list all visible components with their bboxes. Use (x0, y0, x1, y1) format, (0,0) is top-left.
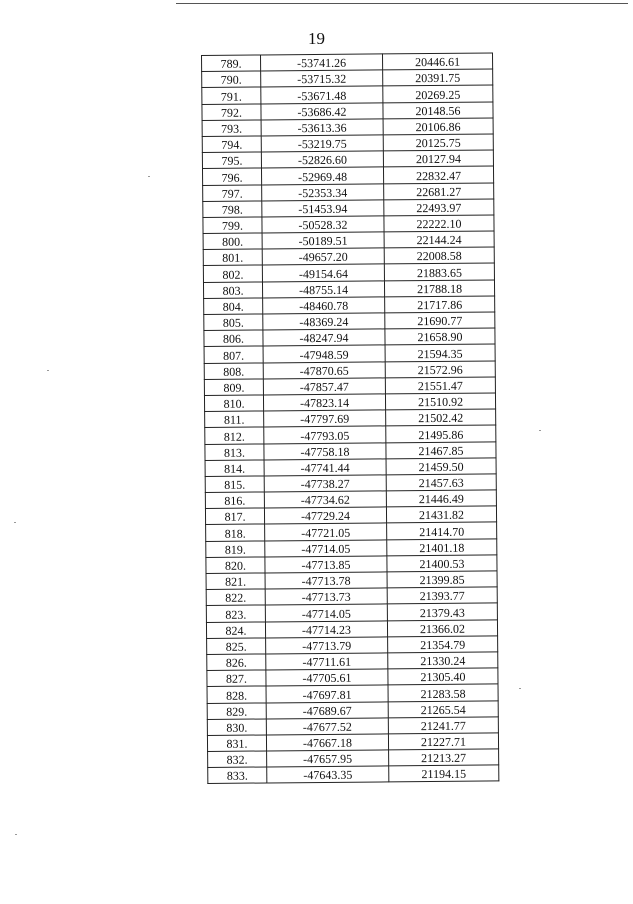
y-coordinate-cell: 21717.86 (385, 296, 495, 313)
y-coordinate-cell: 21194.15 (389, 765, 499, 782)
x-coordinate-cell: -47705.61 (266, 669, 388, 686)
y-coordinate-cell: 21265.54 (388, 700, 498, 717)
table-row (204, 377, 495, 396)
table-row (208, 749, 499, 768)
x-coordinate-cell: -47857.47 (263, 378, 385, 395)
x-coordinate-cell: -49154.64 (262, 264, 384, 281)
coordinate-table-body (202, 53, 499, 784)
scan-speck (15, 834, 17, 835)
y-coordinate-cell: 21510.92 (385, 393, 495, 410)
table-row (202, 118, 493, 137)
point-number-cell: 796. (202, 168, 261, 185)
x-coordinate-cell: -47713.73 (265, 588, 387, 605)
y-coordinate-cell: 21594.35 (385, 344, 495, 361)
scan-speck (47, 370, 49, 371)
point-number-cell: 817. (205, 508, 264, 525)
table-row (203, 280, 494, 299)
x-coordinate-cell: -51453.94 (262, 200, 384, 217)
table-row (204, 312, 495, 331)
x-coordinate-cell: -47823.14 (263, 394, 385, 411)
x-coordinate-cell: -47721.05 (265, 523, 387, 540)
table-row (202, 134, 493, 153)
y-coordinate-cell: 21446.49 (386, 490, 496, 507)
table-row (206, 555, 497, 574)
point-number-cell: 792. (202, 104, 261, 121)
table-row (205, 425, 496, 444)
table-row (203, 231, 494, 250)
point-number-cell: 793. (202, 120, 261, 137)
point-number-cell: 824. (206, 622, 265, 639)
point-number-cell: 805. (204, 314, 263, 331)
point-number-cell: 794. (202, 136, 261, 153)
y-coordinate-cell: 21393.77 (387, 587, 497, 604)
y-coordinate-cell: 20148.56 (383, 102, 493, 119)
x-coordinate-cell: -47741.44 (264, 459, 386, 476)
table-row (205, 458, 496, 477)
x-coordinate-cell: -47711.61 (266, 653, 388, 670)
point-number-cell: 809. (204, 379, 263, 396)
point-number-cell: 815. (205, 476, 264, 493)
y-coordinate-cell: 22008.58 (384, 247, 494, 264)
x-coordinate-cell: -53613.36 (261, 119, 383, 136)
page-number: 19 (308, 29, 325, 48)
y-coordinate-cell: 21495.86 (386, 425, 496, 442)
y-coordinate-cell: 21459.50 (386, 458, 496, 475)
x-coordinate-cell: -47677.52 (266, 718, 388, 735)
table-row (207, 652, 498, 671)
x-coordinate-cell: -47643.35 (267, 766, 389, 783)
table-row (203, 247, 494, 266)
x-coordinate-cell: -52353.34 (262, 183, 384, 200)
x-coordinate-cell: -47758.18 (264, 442, 386, 459)
x-coordinate-cell: -52826.60 (261, 151, 383, 168)
table-row (202, 69, 493, 88)
x-coordinate-cell: -47714.23 (265, 620, 387, 637)
table-row (202, 150, 493, 169)
x-coordinate-cell: -47948.59 (263, 345, 385, 362)
table-row (202, 53, 493, 72)
table-row (207, 668, 498, 687)
table-row (203, 182, 494, 201)
x-coordinate-cell: -47689.67 (266, 701, 388, 718)
y-coordinate-cell: 21551.47 (385, 377, 495, 394)
y-coordinate-cell: 21379.43 (387, 603, 497, 620)
table-row (206, 587, 497, 606)
x-coordinate-cell: -47797.69 (264, 410, 386, 427)
x-coordinate-cell: -53219.75 (261, 135, 383, 152)
point-number-cell: 800. (203, 233, 262, 250)
x-coordinate-cell: -47657.95 (267, 750, 389, 767)
x-coordinate-cell: -47793.05 (264, 426, 386, 443)
x-coordinate-cell: -53671.48 (261, 86, 383, 103)
x-coordinate-cell: -47713.79 (266, 637, 388, 654)
table-row (205, 506, 496, 525)
y-coordinate-cell: 21227.71 (388, 733, 498, 750)
table-row (206, 571, 497, 590)
table-row (205, 490, 496, 509)
x-coordinate-cell: -50528.32 (262, 216, 384, 233)
point-number-cell: 823. (206, 605, 265, 622)
y-coordinate-cell: 20127.94 (383, 150, 493, 167)
y-coordinate-cell: 22681.27 (384, 182, 494, 199)
point-number-cell: 799. (203, 217, 262, 234)
y-coordinate-cell: 20269.25 (383, 85, 493, 102)
point-number-cell: 826. (207, 654, 266, 671)
table-row (206, 619, 497, 638)
scan-speck (539, 430, 541, 431)
y-coordinate-cell: 22832.47 (383, 166, 493, 183)
table-row (205, 474, 496, 493)
x-coordinate-cell: -47713.85 (265, 556, 387, 573)
point-number-cell: 828. (207, 686, 266, 703)
x-coordinate-cell: -48247.94 (263, 329, 385, 346)
point-number-cell: 820. (206, 557, 265, 574)
table-row (206, 603, 497, 622)
x-coordinate-cell: -47697.81 (266, 685, 388, 702)
point-number-cell: 821. (206, 573, 265, 590)
table-row (204, 344, 495, 363)
point-number-cell: 830. (207, 719, 266, 736)
point-number-cell: 806. (204, 330, 263, 347)
y-coordinate-cell: 21414.70 (387, 522, 497, 539)
table-row (205, 409, 496, 428)
table-row (207, 700, 498, 719)
y-coordinate-cell: 21354.79 (388, 636, 498, 653)
x-coordinate-cell: -47870.65 (263, 361, 385, 378)
y-coordinate-cell: 21283.58 (388, 684, 498, 701)
x-coordinate-cell: -47734.62 (264, 491, 386, 508)
point-number-cell: 832. (208, 751, 267, 768)
x-coordinate-cell: -47667.18 (266, 734, 388, 751)
y-coordinate-cell: 21401.18 (387, 539, 497, 556)
table-row (208, 765, 499, 784)
point-number-cell: 833. (208, 767, 267, 784)
scan-speck (519, 688, 521, 689)
x-coordinate-cell: -48460.78 (263, 297, 385, 314)
table-row (204, 393, 495, 412)
point-number-cell: 814. (205, 460, 264, 477)
point-number-cell: 801. (203, 249, 262, 266)
y-coordinate-cell: 21467.85 (386, 441, 496, 458)
point-number-cell: 819. (206, 541, 265, 558)
y-coordinate-cell: 20391.75 (383, 69, 493, 86)
table-row (204, 361, 495, 380)
y-coordinate-cell: 21366.02 (387, 619, 497, 636)
point-number-cell: 802. (203, 265, 262, 282)
point-number-cell: 807. (204, 346, 263, 363)
point-number-cell: 810. (204, 395, 263, 412)
y-coordinate-cell: 21241.77 (388, 717, 498, 734)
point-number-cell: 803. (203, 282, 262, 299)
y-coordinate-cell: 21400.53 (387, 555, 497, 572)
y-coordinate-cell: 21883.65 (384, 263, 494, 280)
point-number-cell: 831. (207, 735, 266, 752)
scan-speck (148, 176, 150, 177)
point-number-cell: 808. (204, 363, 263, 380)
point-number-cell: 822. (206, 589, 265, 606)
table-row (202, 166, 493, 185)
point-number-cell: 816. (205, 492, 264, 509)
table-row (203, 263, 494, 282)
table-row (207, 733, 498, 752)
table-row (207, 717, 498, 736)
point-number-cell: 795. (202, 152, 261, 169)
point-number-cell: 829. (207, 702, 266, 719)
x-coordinate-cell: -49657.20 (262, 248, 384, 265)
table-row (204, 296, 495, 315)
point-number-cell: 798. (203, 201, 262, 218)
y-coordinate-cell: 21658.90 (385, 328, 495, 345)
point-number-cell: 797. (203, 184, 262, 201)
point-number-cell: 804. (204, 298, 263, 315)
scan-speck (14, 522, 16, 523)
x-coordinate-cell: -47729.24 (264, 507, 386, 524)
point-number-cell: 790. (202, 71, 261, 88)
x-coordinate-cell: -52969.48 (261, 167, 383, 184)
y-coordinate-cell: 21213.27 (389, 749, 499, 766)
y-coordinate-cell: 21572.96 (385, 361, 495, 378)
y-coordinate-cell: 21330.24 (388, 652, 498, 669)
x-coordinate-cell: -47738.27 (264, 475, 386, 492)
point-number-cell: 812. (205, 427, 264, 444)
y-coordinate-cell: 21690.77 (385, 312, 495, 329)
x-coordinate-cell: -48755.14 (262, 281, 384, 298)
top-edge-rule (176, 3, 628, 4)
table-row (207, 636, 498, 655)
point-number-cell: 813. (205, 443, 264, 460)
y-coordinate-cell: 20106.86 (383, 118, 493, 135)
y-coordinate-cell: 21305.40 (388, 668, 498, 685)
x-coordinate-cell: -47714.05 (265, 540, 387, 557)
x-coordinate-cell: -53715.32 (261, 70, 383, 87)
table-row (202, 85, 493, 104)
table-row (206, 522, 497, 541)
y-coordinate-cell: 22222.10 (384, 215, 494, 232)
x-coordinate-cell: -47713.78 (265, 572, 387, 589)
x-coordinate-cell: -48369.24 (263, 313, 385, 330)
table-row (203, 199, 494, 218)
point-number-cell: 811. (205, 411, 264, 428)
x-coordinate-cell: -47714.05 (265, 604, 387, 621)
table-row (203, 215, 494, 234)
coordinate-table (201, 52, 499, 784)
y-coordinate-cell: 21431.82 (386, 506, 496, 523)
y-coordinate-cell: 21788.18 (384, 280, 494, 297)
table-row (205, 441, 496, 460)
y-coordinate-cell: 22493.97 (384, 199, 494, 216)
y-coordinate-cell: 22144.24 (384, 231, 494, 248)
table-row (202, 102, 493, 121)
table-row (206, 539, 497, 558)
y-coordinate-cell: 20125.75 (383, 134, 493, 151)
point-number-cell: 791. (202, 87, 261, 104)
x-coordinate-cell: -53686.42 (261, 102, 383, 119)
point-number-cell: 825. (207, 638, 266, 655)
table-row (204, 328, 495, 347)
x-coordinate-cell: -50189.51 (262, 232, 384, 249)
point-number-cell: 789. (202, 55, 261, 72)
y-coordinate-cell: 20446.61 (382, 53, 492, 70)
y-coordinate-cell: 21457.63 (386, 474, 496, 491)
y-coordinate-cell: 21399.85 (387, 571, 497, 588)
y-coordinate-cell: 21502.42 (386, 409, 496, 426)
x-coordinate-cell: -53741.26 (261, 54, 383, 71)
table-row (207, 684, 498, 703)
point-number-cell: 827. (207, 670, 266, 687)
point-number-cell: 818. (206, 524, 265, 541)
